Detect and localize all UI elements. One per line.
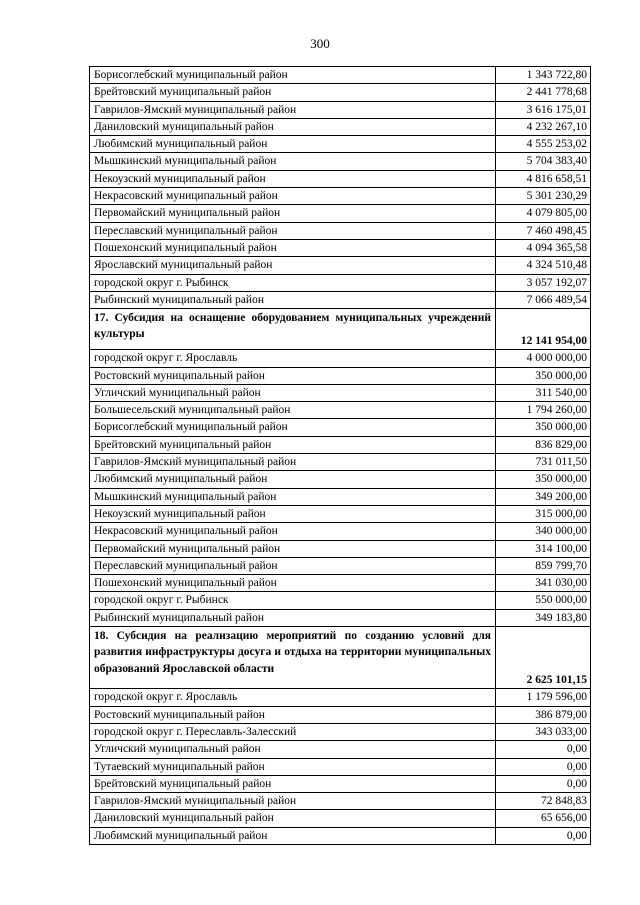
section-title: 18. Субсидия на реализацию мероприятий по созданию условий для развития инфраструктуры досуга и отдыха на территории муниципальных образований Ярославской области bbox=[90, 627, 496, 689]
table-row bbox=[90, 257, 591, 274]
recipient-name: Рыбинский муниципальный район bbox=[90, 609, 496, 626]
amount-cell: 836 829,00 bbox=[496, 436, 591, 453]
section-row bbox=[90, 309, 591, 350]
recipient-name: Брейтовский муниципальный район bbox=[90, 775, 496, 792]
table-row bbox=[90, 609, 591, 626]
recipient-name: Борисоглебский муниципальный район bbox=[90, 419, 496, 436]
table-row bbox=[90, 505, 591, 522]
table-row bbox=[90, 723, 591, 740]
amount-cell: 0,00 bbox=[496, 758, 591, 775]
recipient-name: Рыбинский муниципальный район bbox=[90, 291, 496, 308]
amount-cell: 349 183,80 bbox=[496, 609, 591, 626]
recipient-name: Гаврилов-Ямский муниципальный район bbox=[90, 793, 496, 810]
amount-cell: 65 656,00 bbox=[496, 810, 591, 827]
amount-cell: 550 000,00 bbox=[496, 592, 591, 609]
table-row bbox=[90, 827, 591, 844]
table-row bbox=[90, 402, 591, 419]
amount-cell: 349 200,00 bbox=[496, 488, 591, 505]
table-row bbox=[90, 153, 591, 170]
amount-cell: 350 000,00 bbox=[496, 367, 591, 384]
table-row bbox=[90, 793, 591, 810]
recipient-name: Первомайский муниципальный район bbox=[90, 205, 496, 222]
table-row bbox=[90, 170, 591, 187]
table-row bbox=[90, 67, 591, 84]
table-row bbox=[90, 557, 591, 574]
amount-cell: 7 460 498,45 bbox=[496, 222, 591, 239]
amount-cell: 7 066 489,54 bbox=[496, 291, 591, 308]
table-row bbox=[90, 575, 591, 592]
recipient-name: Некрасовский муниципальный район bbox=[90, 188, 496, 205]
amount-cell: 3 057 192,07 bbox=[496, 274, 591, 291]
recipient-name: Мышкинский муниципальный район bbox=[90, 488, 496, 505]
amount-cell: 2 441 778,68 bbox=[496, 84, 591, 101]
table-row bbox=[90, 118, 591, 135]
recipient-name: Брейтовский муниципальный район bbox=[90, 436, 496, 453]
recipient-name: Первомайский муниципальный район bbox=[90, 540, 496, 557]
table-row bbox=[90, 367, 591, 384]
amount-cell: 859 799,70 bbox=[496, 557, 591, 574]
recipient-name: Любимский муниципальный район bbox=[90, 471, 496, 488]
amount-cell: 341 030,00 bbox=[496, 575, 591, 592]
amount-cell: 4 324 510,48 bbox=[496, 257, 591, 274]
recipient-name: Некрасовский муниципальный район bbox=[90, 523, 496, 540]
recipient-name: городской округ г. Ярославль bbox=[90, 350, 496, 367]
recipient-name: Гаврилов-Ямский муниципальный район bbox=[90, 101, 496, 118]
table-row bbox=[90, 419, 591, 436]
recipient-name: городской округ г. Переславль-Залесский bbox=[90, 723, 496, 740]
recipient-name: Даниловский муниципальный район bbox=[90, 118, 496, 135]
table-row bbox=[90, 84, 591, 101]
recipient-name: городской округ г. Рыбинск bbox=[90, 592, 496, 609]
amount-cell: 4 232 267,10 bbox=[496, 118, 591, 135]
recipient-name: Угличский муниципальный район bbox=[90, 384, 496, 401]
amount-cell: 1 179 596,00 bbox=[496, 689, 591, 706]
amount-cell: 314 100,00 bbox=[496, 540, 591, 557]
section-row bbox=[90, 627, 591, 689]
recipient-name: Гаврилов-Ямский муниципальный район bbox=[90, 454, 496, 471]
amount-cell: 1 794 260,00 bbox=[496, 402, 591, 419]
table-row bbox=[90, 592, 591, 609]
amount-cell: 1 343 722,80 bbox=[496, 67, 591, 84]
amount-cell: 3 616 175,01 bbox=[496, 101, 591, 118]
amount-cell: 350 000,00 bbox=[496, 419, 591, 436]
recipient-name: Даниловский муниципальный район bbox=[90, 810, 496, 827]
recipient-name: Угличский муниципальный район bbox=[90, 741, 496, 758]
recipient-name: Тутаевский муниципальный район bbox=[90, 758, 496, 775]
table-row bbox=[90, 350, 591, 367]
table-row bbox=[90, 810, 591, 827]
amount-cell: 386 879,00 bbox=[496, 706, 591, 723]
table-row bbox=[90, 239, 591, 256]
subsidy-table-body bbox=[90, 67, 591, 845]
table-row bbox=[90, 136, 591, 153]
amount-cell: 4 000 000,00 bbox=[496, 350, 591, 367]
recipient-name: Любимский муниципальный район bbox=[90, 827, 496, 844]
section-title: 17. Субсидия на оснащение оборудованием муниципальных учреждений культуры bbox=[90, 309, 496, 350]
recipient-name: городской округ г. Рыбинск bbox=[90, 274, 496, 291]
recipient-name: Некоузский муниципальный район bbox=[90, 170, 496, 187]
amount-cell: 4 094 365,58 bbox=[496, 239, 591, 256]
amount-cell: 350 000,00 bbox=[496, 471, 591, 488]
amount-cell: 4 079 805,00 bbox=[496, 205, 591, 222]
table-row bbox=[90, 775, 591, 792]
table-row bbox=[90, 706, 591, 723]
table-row bbox=[90, 188, 591, 205]
table-row bbox=[90, 471, 591, 488]
recipient-name: Любимский муниципальный район bbox=[90, 136, 496, 153]
section-total: 12 141 954,00 bbox=[496, 309, 591, 350]
table-row bbox=[90, 758, 591, 775]
amount-cell: 731 011,50 bbox=[496, 454, 591, 471]
recipient-name: Ярославский муниципальный район bbox=[90, 257, 496, 274]
table-row bbox=[90, 101, 591, 118]
recipient-name: Пошехонский муниципальный район bbox=[90, 575, 496, 592]
recipient-name: Пошехонский муниципальный район bbox=[90, 239, 496, 256]
recipient-name: Брейтовский муниципальный район bbox=[90, 84, 496, 101]
section-total: 2 625 101,15 bbox=[496, 627, 591, 689]
amount-cell: 4 816 658,51 bbox=[496, 170, 591, 187]
recipient-name: Ростовский муниципальный район bbox=[90, 706, 496, 723]
table-row bbox=[90, 488, 591, 505]
recipient-name: Переславский муниципальный район bbox=[90, 557, 496, 574]
table-row bbox=[90, 540, 591, 557]
subsidy-table bbox=[89, 66, 591, 845]
amount-cell: 315 000,00 bbox=[496, 505, 591, 522]
amount-cell: 340 000,00 bbox=[496, 523, 591, 540]
amount-cell: 0,00 bbox=[496, 827, 591, 844]
table-row bbox=[90, 523, 591, 540]
page-number: 300 bbox=[310, 36, 330, 51]
table-row bbox=[90, 205, 591, 222]
recipient-name: Борисоглебский муниципальный район bbox=[90, 67, 496, 84]
recipient-name: Некоузский муниципальный район bbox=[90, 505, 496, 522]
amount-cell: 0,00 bbox=[496, 775, 591, 792]
recipient-name: Мышкинский муниципальный район bbox=[90, 153, 496, 170]
amount-cell: 0,00 bbox=[496, 741, 591, 758]
table-row bbox=[90, 689, 591, 706]
amount-cell: 72 848,83 bbox=[496, 793, 591, 810]
table-row bbox=[90, 222, 591, 239]
table-row bbox=[90, 454, 591, 471]
table-row bbox=[90, 274, 591, 291]
amount-cell: 5 301 230,29 bbox=[496, 188, 591, 205]
recipient-name: Большесельский муниципальный район bbox=[90, 402, 496, 419]
recipient-name: Переславский муниципальный район bbox=[90, 222, 496, 239]
table-row bbox=[90, 741, 591, 758]
table-row bbox=[90, 291, 591, 308]
amount-cell: 311 540,00 bbox=[496, 384, 591, 401]
amount-cell: 4 555 253,02 bbox=[496, 136, 591, 153]
recipient-name: Ростовский муниципальный район bbox=[90, 367, 496, 384]
amount-cell: 343 033,00 bbox=[496, 723, 591, 740]
recipient-name: городской округ г. Ярославль bbox=[90, 689, 496, 706]
table-row bbox=[90, 436, 591, 453]
amount-cell: 5 704 383,40 bbox=[496, 153, 591, 170]
table-row bbox=[90, 384, 591, 401]
